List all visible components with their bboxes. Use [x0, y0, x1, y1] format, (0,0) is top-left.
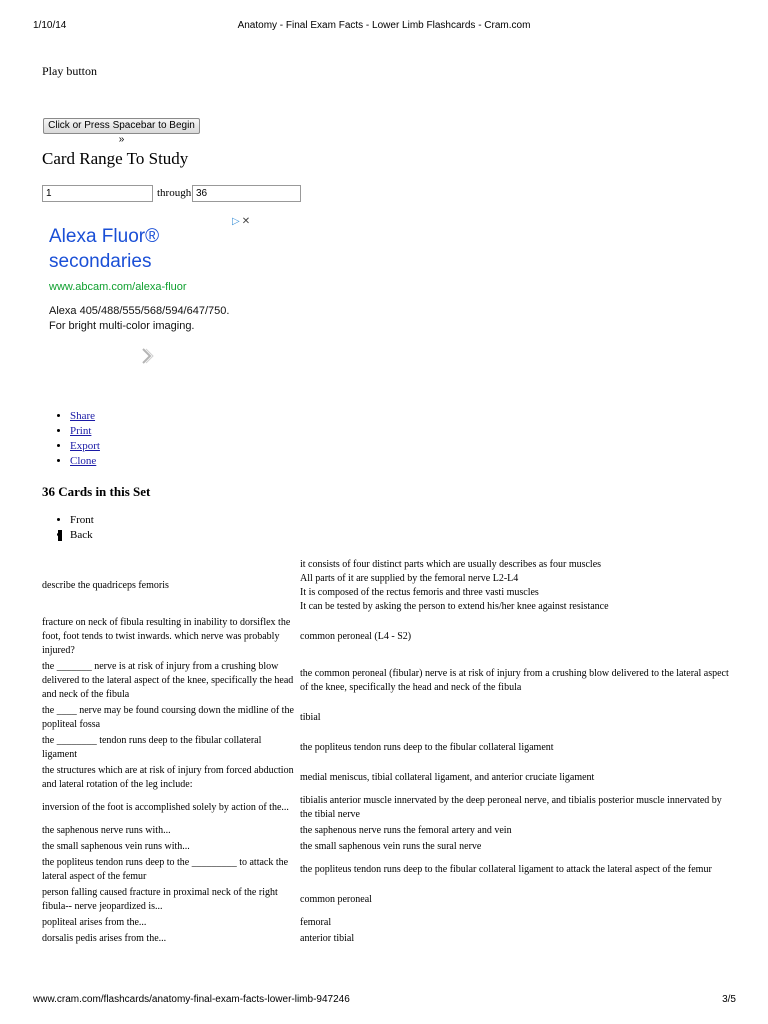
- card-front: the popliteus tendon runs deep to the _________ to attack the lateral aspect of the femur: [42, 857, 289, 882]
- cards-table: [42, 557, 732, 947]
- card-back-line: the popliteus tendon runs deep to the fibular collateral ligament to attack the lateral aspect of the femur: [300, 864, 712, 875]
- side-toggle-list: [58, 513, 94, 543]
- card-range-heading: Card Range To Study: [42, 149, 189, 168]
- print-url: www.cram.com/flashcards/anatomy-final-exam-facts-lower-limb-947246: [33, 994, 350, 1005]
- card-back: [300, 855, 732, 885]
- card-front: person falling caused fracture in proximal neck of the right fibula-- nerve jeopardized is...: [42, 887, 278, 912]
- card-back-line: It is composed of the rectus femoris and three vasti muscles: [300, 587, 539, 598]
- card-back: [300, 557, 732, 615]
- through-label: through: [157, 187, 192, 199]
- card-back-line: medial meniscus, tibial collateral ligament, and anterior cruciate ligament: [300, 772, 595, 783]
- cards-table-body: [42, 557, 732, 947]
- card-back-line: the popliteus tendon runs deep to the fibular collateral ligament: [300, 742, 554, 753]
- cards-count-heading: 36 Cards in this Set: [42, 484, 151, 499]
- action-item-share: [70, 409, 100, 424]
- range-from-input[interactable]: [42, 185, 153, 202]
- card-back-line: the common peroneal (fibular) nerve is at risk of injury from a crushing blow delivered to the lateral aspect of the knee, specifically the head and neck of the fibula: [300, 668, 729, 693]
- card-back-line: tibial: [300, 712, 321, 723]
- export-link[interactable]: Export: [70, 440, 100, 452]
- chevron-right-icon-svg: [140, 347, 154, 365]
- ad-description: [49, 304, 229, 334]
- card-back: [300, 885, 732, 915]
- card-back: [300, 823, 732, 839]
- card-back-line: the small saphenous vein runs the sural nerve: [300, 841, 482, 852]
- ad-link[interactable]: www.abcam.com/alexa-fluor: [49, 281, 187, 293]
- table-row: [42, 839, 732, 855]
- print-footer: [0, 994, 768, 1008]
- print-link[interactable]: Print: [70, 425, 92, 437]
- ad-headline[interactable]: Alexa Fluor® secondaries: [49, 226, 160, 272]
- action-item-print: [70, 424, 100, 439]
- table-row: [42, 915, 732, 931]
- card-back: [300, 793, 732, 823]
- table-row: [42, 763, 732, 793]
- card-back: [300, 931, 732, 947]
- begin-button[interactable]: Click or Press Spacebar to Begin »: [43, 118, 200, 134]
- ad-desc-line: For bright multi-color imaging.: [49, 320, 195, 332]
- card-back: [300, 915, 732, 931]
- card-back-line: anterior tibial: [300, 933, 355, 944]
- print-title: Anatomy - Final Exam Facts - Lower Limb Flashcards - Cram.com: [237, 20, 531, 31]
- clone-link[interactable]: Clone: [70, 455, 97, 467]
- card-front: the ____ nerve may be found coursing down the midline of the popliteal fossa: [42, 705, 294, 730]
- table-row: [42, 855, 732, 885]
- table-row: [42, 823, 732, 839]
- play-button-label[interactable]: Play button: [42, 64, 98, 78]
- range-to-input[interactable]: [192, 185, 301, 202]
- table-row: [42, 733, 732, 763]
- card-back-line: All parts of it are supplied by the femoral nerve L2-L4: [300, 573, 519, 584]
- text-cursor: [58, 530, 62, 541]
- share-link[interactable]: Share: [70, 410, 96, 422]
- card-back: [300, 839, 732, 855]
- table-row: [42, 615, 732, 659]
- table-row: [42, 659, 732, 703]
- table-row: [42, 557, 732, 615]
- card-front: inversion of the foot is accomplished solely by action of the...: [42, 802, 289, 813]
- print-page-number: 3/5: [722, 994, 736, 1005]
- side-front[interactable]: • Front: [70, 513, 94, 528]
- print-header: [0, 20, 768, 34]
- ad-banner[interactable]: [48, 214, 260, 374]
- card-front: dorsalis pedis arises from the...: [42, 933, 167, 944]
- card-back: [300, 659, 732, 703]
- card-back-line: femoral: [300, 917, 332, 928]
- action-item-export: [70, 439, 100, 454]
- card-front: the structures which are at risk of injury from forced abduction and lateral rotation of the leg include:: [42, 765, 294, 790]
- card-back-line: the saphenous nerve runs the femoral artery and vein: [300, 825, 512, 836]
- adchoices-icon: ▷: [232, 216, 240, 227]
- card-back: [300, 763, 732, 793]
- table-row: [42, 703, 732, 733]
- card-back: [300, 703, 732, 733]
- table-row: [42, 931, 732, 947]
- card-front: popliteal arises from the...: [42, 917, 147, 928]
- card-front: fracture on neck of fibula resulting in inability to dorsiflex the foot, foot tends to twist inwards. which nerve was probably injured?: [42, 617, 291, 656]
- card-back-line: common peroneal: [300, 894, 372, 905]
- card-front: the saphenous nerve runs with...: [42, 825, 171, 836]
- card-back: [300, 615, 732, 659]
- card-back-line: tibialis anterior muscle innervated by the deep peroneal nerve, and tibialis posterior muscle innervated by the tibial nerve: [300, 795, 722, 820]
- ad-desc-line: Alexa 405/488/555/568/594/647/750.: [49, 305, 230, 317]
- card-front: the small saphenous vein runs with...: [42, 841, 190, 852]
- card-back-line: It can be tested by asking the person to extend his/her knee against resistance: [300, 601, 609, 612]
- action-item-clone: [70, 454, 100, 469]
- card-back-line: common peroneal (L4 - S2): [300, 631, 412, 642]
- close-icon[interactable]: ✕: [241, 216, 251, 227]
- table-row: [42, 885, 732, 915]
- table-row: [42, 793, 732, 823]
- side-back[interactable]: • Back: [70, 528, 94, 543]
- card-actions-list: [58, 409, 100, 469]
- print-date: 1/10/14: [33, 20, 67, 31]
- card-front: the _______ nerve is at risk of injury from a crushing blow delivered to the lateral aspect of the knee, specifically the head and neck of the fibula: [42, 661, 294, 700]
- card-back-line: it consists of four distinct parts which are usually describes as four muscles: [300, 559, 602, 570]
- card-front: the ________ tendon runs deep to the fibular collateral ligament: [42, 735, 262, 760]
- card-front: describe the quadriceps femoris: [42, 580, 169, 591]
- chevron-right-icon[interactable]: [140, 347, 154, 363]
- card-back: [300, 733, 732, 763]
